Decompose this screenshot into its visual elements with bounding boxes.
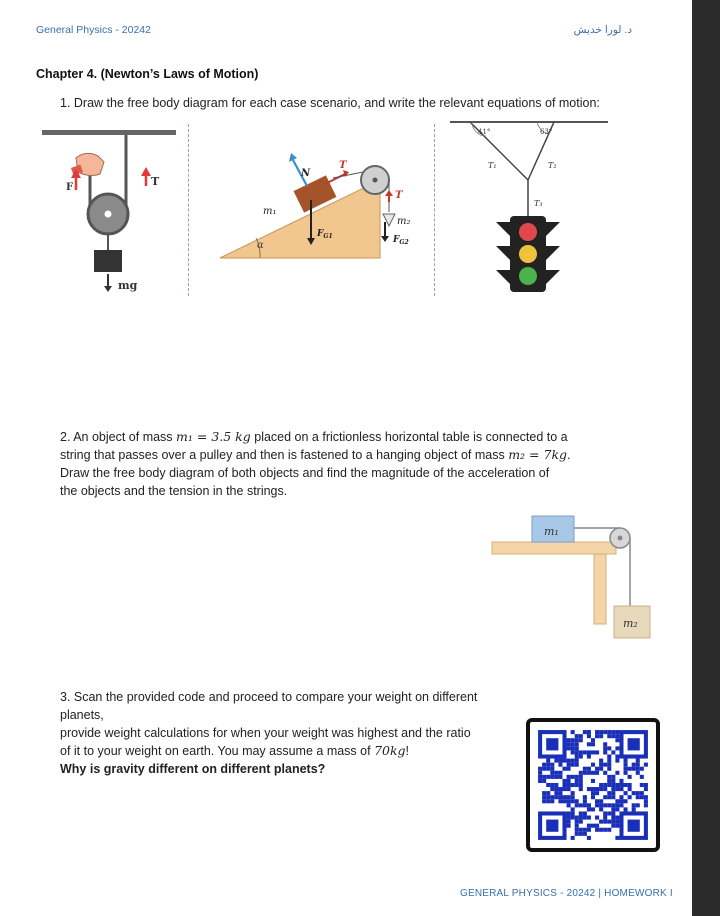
- traffic-light-figure: [450, 118, 610, 298]
- label-FG1: F: [317, 229, 324, 239]
- course-header: General Physics - 20242: [36, 24, 151, 36]
- pulley-figure: [38, 128, 183, 298]
- label-T-hanging: T: [395, 190, 403, 201]
- svg-text:FG2: [392, 235, 409, 246]
- qr-code[interactable]: [526, 718, 660, 852]
- m2-expression: m₂ = 7kg: [508, 447, 568, 462]
- hanging-mass: [94, 250, 122, 272]
- footer: GENERAL PHYSICS - 20242 | HOMEWORK I: [460, 888, 673, 899]
- m1-expression: m₁ = 3.5 kg: [176, 429, 251, 444]
- label-T3: T₃: [534, 199, 543, 208]
- label-alpha: α: [257, 240, 264, 251]
- label-FG2-sub: G2: [399, 239, 409, 246]
- traffic-light-icon: [496, 216, 560, 292]
- label-FG2: F: [393, 235, 400, 245]
- table-pulley-figure: [486, 508, 666, 648]
- label-T-incline: T: [339, 160, 347, 171]
- label-FG1-sub: G1: [323, 233, 333, 240]
- incline-figure: [215, 150, 435, 260]
- label-T: T: [151, 175, 160, 188]
- angle-41: 41°: [478, 128, 491, 136]
- label-m2-incline: m₂: [397, 216, 411, 227]
- instructor-name: د. لورا خديش: [573, 24, 632, 36]
- label-mg: mg: [118, 279, 138, 292]
- block-m1-label: m₁: [544, 525, 559, 538]
- angle-63: 63°: [540, 128, 553, 136]
- label-F: F: [66, 182, 74, 193]
- chapter-title: Chapter 4. (Newton’s Laws of Motion): [36, 67, 259, 81]
- label-T1: T₁: [488, 161, 497, 170]
- question-3-text: 3. Scan the provided code and proceed to compare your weight on different planets, provide weight calculations for when your weight was highest and the ratio of it to your weight on earth. You may assume a mass of 70kg! Why is gravity different on different planets?: [60, 688, 520, 778]
- question-1-text: 1. Draw the free body diagram for each case scenario, and write the relevant equations of motion:: [60, 96, 600, 110]
- label-N: N: [301, 168, 311, 179]
- mass-expression: 70kg: [374, 743, 406, 758]
- block-m2-label: m₂: [623, 617, 638, 630]
- question-3-why: Why is gravity different on different planets?: [60, 762, 326, 776]
- qr-code-icon: [534, 726, 652, 844]
- label-m1-incline: m₁: [263, 206, 277, 217]
- question-2-text: 2. An object of mass m₁ = 3.5 kg placed on a frictionless horizontal table is connected to a string that passes over a pulley and then is fastened to a hanging object of mass m₂ = 7kg. Draw the free body diagram of both objects and find the magnitude of the acceleration of the objects and the tension in the strings.: [60, 429, 571, 498]
- divider-2: [434, 124, 435, 296]
- label-T2: T₂: [548, 161, 557, 170]
- divider-1: [188, 124, 189, 296]
